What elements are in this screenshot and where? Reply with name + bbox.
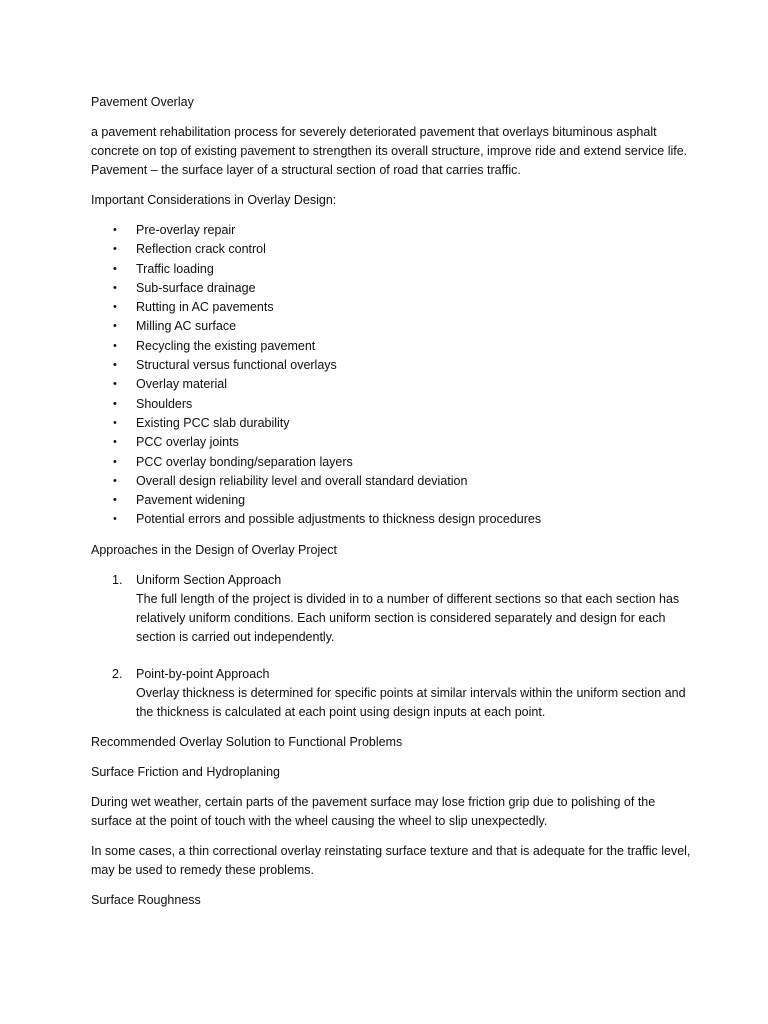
approach-item	[91, 571, 691, 647]
consideration-item	[91, 510, 691, 529]
bullet-icon: •	[113, 416, 117, 429]
consideration-text: Pre-overlay repair	[136, 223, 236, 237]
considerations-heading: Important Considerations in Overlay Design:	[91, 193, 337, 207]
consideration-text: Overlay material	[136, 377, 227, 392]
bullet-icon: •	[113, 320, 117, 333]
approaches-heading: Approaches in the Design of Overlay Project	[91, 542, 337, 557]
consideration-text: Milling AC surface	[136, 319, 237, 334]
considerations-list	[91, 221, 691, 530]
consideration-item	[91, 240, 691, 259]
approaches-list	[91, 571, 691, 722]
document-body	[91, 93, 691, 921]
document-title: Pavement Overlay	[91, 95, 194, 109]
bullet-icon: •	[113, 224, 117, 236]
consideration-item	[91, 472, 691, 491]
consideration-item	[91, 279, 691, 298]
consideration-item	[91, 453, 691, 472]
intro-paragraph: a pavement rehabilitation process for severely deteriorated pavement that overlays bituminous asphalt concrete on top of existing pavement to strengthen its overall structure, improve ride and extend service life. Pavement – the surface layer of a structural section of road that carries traffic.	[91, 125, 688, 177]
bullet-icon: •	[113, 397, 117, 410]
consideration-item	[91, 298, 691, 317]
consideration-item	[91, 221, 691, 240]
consideration-item	[91, 395, 691, 414]
friction-heading: Surface Friction and Hydroplaning	[91, 764, 280, 779]
consideration-text: Traffic loading	[136, 261, 214, 276]
approach-title: Point-by-point Approach	[136, 666, 270, 681]
consideration-item	[91, 317, 691, 336]
bullet-icon: •	[113, 494, 117, 507]
consideration-item	[91, 260, 691, 279]
consideration-text: Reflection crack control	[136, 242, 266, 257]
approach-description: The full length of the project is divided in to a number of different sections so that each section has relatively uniform conditions. Each uniform section is considered separately and design for each section is carried out independently.	[136, 591, 680, 644]
consideration-item	[91, 337, 691, 356]
consideration-text: Structural versus functional overlays	[136, 358, 337, 373]
consideration-text: Potential errors and possible adjustments to thickness design procedures	[136, 512, 542, 527]
bullet-icon: •	[113, 474, 117, 487]
bullet-icon: •	[113, 243, 117, 256]
roughness-heading: Surface Roughness	[91, 892, 201, 907]
approach-title: Uniform Section Approach	[136, 572, 282, 587]
consideration-text: Rutting in AC pavements	[136, 300, 274, 315]
approach-number: 2.	[112, 666, 123, 681]
friction-paragraph-2: In some cases, a thin correctional overlay reinstating surface texture and that is adequate for the traffic level, may be used to remedy these problems.	[91, 843, 691, 877]
consideration-text: Overall design reliability level and overall standard deviation	[136, 473, 468, 488]
bullet-icon: •	[113, 513, 117, 526]
bullet-icon: •	[113, 436, 117, 449]
consideration-item	[91, 356, 691, 375]
consideration-text: PCC overlay bonding/separation layers	[136, 454, 353, 469]
approach-number: 1.	[112, 572, 123, 587]
bullet-icon: •	[113, 301, 117, 314]
consideration-item	[91, 375, 691, 394]
approach-item	[91, 665, 691, 722]
consideration-text: Pavement widening	[136, 493, 246, 508]
consideration-text: Existing PCC slab durability	[136, 415, 290, 430]
bullet-icon: •	[113, 378, 117, 391]
bullet-icon: •	[113, 281, 117, 294]
bullet-icon: •	[113, 455, 117, 468]
friction-paragraph-1: During wet weather, certain parts of the pavement surface may lose friction grip due to polishing of the surface at the point of touch with the wheel causing the wheel to slip unexpectedly.	[91, 794, 656, 828]
bullet-icon: •	[113, 339, 117, 352]
consideration-text: Shoulders	[136, 396, 193, 411]
consideration-item	[91, 433, 691, 452]
recommended-heading: Recommended Overlay Solution to Functional Problems	[91, 734, 403, 749]
consideration-text: PCC overlay joints	[136, 435, 239, 450]
consideration-item	[91, 491, 691, 510]
bullet-icon: •	[113, 262, 117, 275]
consideration-text: Recycling the existing pavement	[136, 338, 316, 353]
bullet-icon: •	[113, 359, 117, 372]
consideration-text: Sub-surface drainage	[136, 280, 256, 295]
consideration-item	[91, 414, 691, 433]
approach-description: Overlay thickness is determined for specific points at similar intervals within the uniform section and the thickness is calculated at each point using design inputs at each point.	[136, 685, 686, 719]
